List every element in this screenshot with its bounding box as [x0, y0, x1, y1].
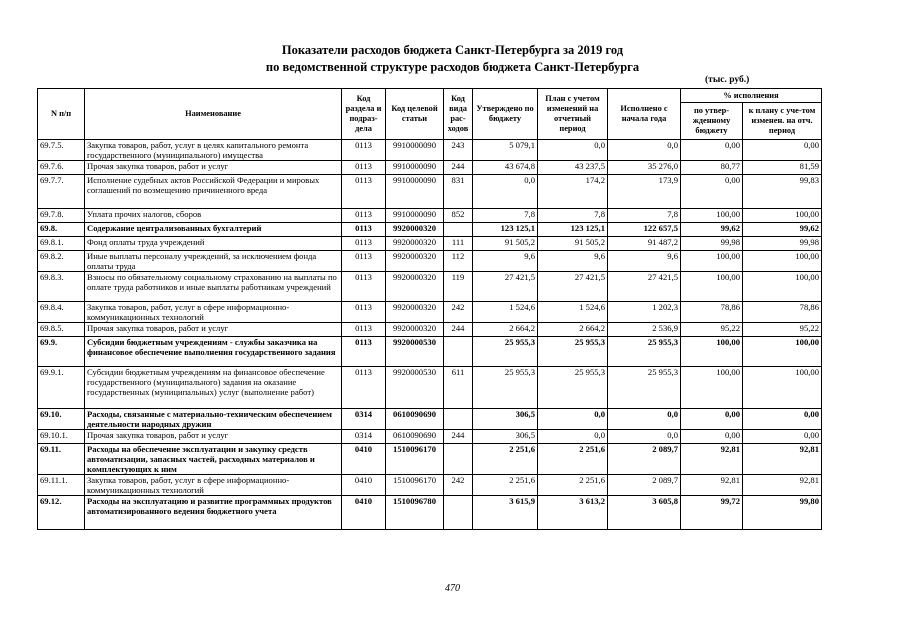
- row-section-code: 0314: [342, 409, 386, 430]
- row-plan: 0,0: [538, 140, 608, 161]
- row-section-code: 0113: [342, 323, 386, 337]
- row-number: 69.7.7.: [38, 175, 85, 209]
- row-approved: 9,6: [473, 251, 538, 272]
- row-target-code: 9920000320: [386, 323, 444, 337]
- row-approved: 2 664,2: [473, 323, 538, 337]
- row-pct-approved: 99,72: [681, 496, 743, 530]
- row-pct-approved: 92,81: [681, 444, 743, 475]
- row-approved: 2 251,6: [473, 444, 538, 475]
- row-type-code: [444, 223, 473, 237]
- row-number: 69.8.3.: [38, 272, 85, 302]
- row-executed: 25 955,3: [608, 337, 681, 367]
- row-approved: 2 251,6: [473, 475, 538, 496]
- row-plan: 91 505,2: [538, 237, 608, 251]
- header-executed: Исполнено с начала года: [608, 89, 681, 140]
- document-title: Показатели расходов бюджета Санкт-Петербурга за 2019 год: [281, 43, 624, 57]
- row-number: 69.11.1.: [38, 475, 85, 496]
- table-row: [38, 496, 822, 530]
- row-executed: 9,6: [608, 251, 681, 272]
- row-name: Иные выплаты персоналу учреждений, за исключением фонда оплаты труда: [85, 251, 342, 272]
- row-target-code: 0610090690: [386, 409, 444, 430]
- row-name: Закупка товаров, работ, услуг в сфере информационно-коммуникационных технологий: [85, 475, 342, 496]
- row-plan: 25 955,3: [538, 337, 608, 367]
- table-row: [38, 237, 822, 251]
- header-pct-approved: по утвер-жденному бюджету: [681, 103, 743, 140]
- row-type-code: [444, 409, 473, 430]
- row-executed: 0,0: [608, 409, 681, 430]
- row-type-code: 242: [444, 302, 473, 323]
- row-type-code: 611: [444, 367, 473, 409]
- row-target-code: 1510096780: [386, 496, 444, 530]
- row-pct-approved: 92,81: [681, 475, 743, 496]
- row-target-code: 9920000530: [386, 367, 444, 409]
- units-label: (тыс. руб.): [705, 75, 750, 85]
- header-num: N п/п: [38, 89, 85, 140]
- row-number: 69.8.: [38, 223, 85, 237]
- row-target-code: 1510096170: [386, 475, 444, 496]
- expenditure-table: [37, 88, 822, 530]
- row-type-code: 244: [444, 323, 473, 337]
- row-pct-plan: 99,83: [743, 175, 822, 209]
- row-pct-approved: 99,98: [681, 237, 743, 251]
- row-section-code: 0113: [342, 140, 386, 161]
- row-number: 69.9.: [38, 337, 85, 367]
- row-executed: 173,9: [608, 175, 681, 209]
- row-plan: 7,8: [538, 209, 608, 223]
- row-pct-plan: 99,62: [743, 223, 822, 237]
- row-target-code: 9920000320: [386, 251, 444, 272]
- row-pct-plan: 0,00: [743, 140, 822, 161]
- row-executed: 7,8: [608, 209, 681, 223]
- row-type-code: 852: [444, 209, 473, 223]
- table-row: [38, 337, 822, 367]
- row-pct-plan: 100,00: [743, 337, 822, 367]
- row-approved: 5 079,1: [473, 140, 538, 161]
- row-approved: 306,5: [473, 409, 538, 430]
- row-name: Уплата прочих налогов, сборов: [85, 209, 342, 223]
- row-type-code: 244: [444, 430, 473, 444]
- row-executed: 0,0: [608, 140, 681, 161]
- row-executed: 25 955,3: [608, 367, 681, 409]
- row-name: Закупка товаров, работ, услуг в сфере информационно-коммуникационных технологий: [85, 302, 342, 323]
- row-section-code: 0113: [342, 302, 386, 323]
- row-section-code: 0113: [342, 272, 386, 302]
- row-pct-approved: 99,62: [681, 223, 743, 237]
- page-number: 470: [445, 583, 460, 594]
- table-row: [38, 161, 822, 175]
- row-number: 69.7.8.: [38, 209, 85, 223]
- row-executed: 2 089,7: [608, 444, 681, 475]
- row-executed: 2 089,7: [608, 475, 681, 496]
- row-type-code: 831: [444, 175, 473, 209]
- row-type-code: [444, 444, 473, 475]
- row-executed: 27 421,5: [608, 272, 681, 302]
- row-pct-plan: 100,00: [743, 367, 822, 409]
- row-plan: 27 421,5: [538, 272, 608, 302]
- row-name: Субсидии бюджетным учреждениям на финансовое обеспечение государственного (муниципального) задания на оказание государственных (муниципальных) услуг (выполнение работ): [85, 367, 342, 409]
- row-approved: 91 505,2: [473, 237, 538, 251]
- row-pct-plan: 99,98: [743, 237, 822, 251]
- row-type-code: [444, 337, 473, 367]
- row-pct-approved: 100,00: [681, 209, 743, 223]
- row-executed: 2 536,9: [608, 323, 681, 337]
- row-pct-approved: 100,00: [681, 367, 743, 409]
- row-plan: 25 955,3: [538, 367, 608, 409]
- row-pct-plan: 92,81: [743, 444, 822, 475]
- document-subtitle: по ведомственной структуре расходов бюджета Санкт-Петербурга: [265, 60, 640, 74]
- row-approved: 27 421,5: [473, 272, 538, 302]
- row-pct-approved: 100,00: [681, 272, 743, 302]
- row-pct-plan: 100,00: [743, 272, 822, 302]
- row-name: Субсидии бюджетным учреждениям - службы заказчика на финансовое обеспечение выполнения государственного задания: [85, 337, 342, 367]
- row-target-code: 9910000090: [386, 161, 444, 175]
- row-plan: 0,0: [538, 409, 608, 430]
- table-row: [38, 175, 822, 209]
- row-number: 69.8.5.: [38, 323, 85, 337]
- row-approved: 25 955,3: [473, 367, 538, 409]
- row-plan: 0,0: [538, 430, 608, 444]
- row-section-code: 0113: [342, 209, 386, 223]
- row-approved: 123 125,1: [473, 223, 538, 237]
- row-approved: 0,0: [473, 175, 538, 209]
- row-pct-approved: 78,86: [681, 302, 743, 323]
- row-section-code: 0113: [342, 161, 386, 175]
- row-plan: 1 524,6: [538, 302, 608, 323]
- table-row: [38, 409, 822, 430]
- row-section-code: 0113: [342, 237, 386, 251]
- header-name: Наименование: [85, 89, 342, 140]
- row-number: 69.8.1.: [38, 237, 85, 251]
- row-section-code: 0410: [342, 444, 386, 475]
- row-number: 69.8.2.: [38, 251, 85, 272]
- row-target-code: 9910000090: [386, 175, 444, 209]
- header-type-code: Код вида рас-ходов: [444, 89, 473, 140]
- row-pct-approved: 95,22: [681, 323, 743, 337]
- row-name: Содержание централизованных бухгалтерий: [85, 223, 342, 237]
- row-name: Расходы на обеспечение эксплуатации и закупку средств автоматизации, запасных частей, расходных материалов и комплектующих к ним: [85, 444, 342, 475]
- row-pct-plan: 81,59: [743, 161, 822, 175]
- row-pct-approved: 0,00: [681, 140, 743, 161]
- row-number: 69.9.1.: [38, 367, 85, 409]
- table-row: [38, 209, 822, 223]
- row-type-code: 119: [444, 272, 473, 302]
- table-row: [38, 323, 822, 337]
- row-name: Фонд оплаты труда учреждений: [85, 237, 342, 251]
- header-pct-group: % исполнения: [681, 89, 822, 103]
- row-target-code: 9920000320: [386, 223, 444, 237]
- table-row: [38, 251, 822, 272]
- row-plan: 2 251,6: [538, 444, 608, 475]
- table-row: [38, 367, 822, 409]
- row-executed: 122 657,5: [608, 223, 681, 237]
- row-plan: 2 664,2: [538, 323, 608, 337]
- row-pct-approved: 100,00: [681, 337, 743, 367]
- table-row: [38, 444, 822, 475]
- row-section-code: 0410: [342, 475, 386, 496]
- row-target-code: 9920000320: [386, 302, 444, 323]
- row-executed: 91 487,2: [608, 237, 681, 251]
- row-type-code: 243: [444, 140, 473, 161]
- row-section-code: 0113: [342, 175, 386, 209]
- row-plan: 9,6: [538, 251, 608, 272]
- row-section-code: 0113: [342, 251, 386, 272]
- row-approved: 306,5: [473, 430, 538, 444]
- table-row: [38, 430, 822, 444]
- row-pct-plan: 99,80: [743, 496, 822, 530]
- row-approved: 7,8: [473, 209, 538, 223]
- row-target-code: 0610090690: [386, 430, 444, 444]
- row-pct-approved: 0,00: [681, 430, 743, 444]
- row-number: 69.10.: [38, 409, 85, 430]
- row-plan: 3 613,2: [538, 496, 608, 530]
- row-plan: 174,2: [538, 175, 608, 209]
- row-section-code: 0314: [342, 430, 386, 444]
- row-executed: 3 605,8: [608, 496, 681, 530]
- table-row: [38, 475, 822, 496]
- row-name: Расходы, связанные с материально-техническим обеспечением деятельности народных дружин: [85, 409, 342, 430]
- row-plan: 43 237,5: [538, 161, 608, 175]
- table-row: [38, 223, 822, 237]
- row-name: Исполнение судебных актов Российской Федерации и мировых соглашений по возмещению причиненного вреда: [85, 175, 342, 209]
- row-plan: 2 251,6: [538, 475, 608, 496]
- row-type-code: 244: [444, 161, 473, 175]
- row-approved: 3 615,9: [473, 496, 538, 530]
- header-approved: Утверждено по бюджету: [473, 89, 538, 140]
- row-target-code: 9910000090: [386, 140, 444, 161]
- row-pct-approved: 0,00: [681, 409, 743, 430]
- row-name: Расходы на эксплуатацию и развитие программных продуктов автоматизированного ведения бюджетного учета: [85, 496, 342, 530]
- row-pct-plan: 100,00: [743, 209, 822, 223]
- header-pct-plan: к плану с уче-том изменен. на отч. период: [743, 103, 822, 140]
- row-executed: 1 202,3: [608, 302, 681, 323]
- row-name: Прочая закупка товаров, работ и услуг: [85, 430, 342, 444]
- row-approved: 43 674,8: [473, 161, 538, 175]
- row-name: Закупка товаров, работ, услуг в целях капитального ремонта государственного (муниципального) имущества: [85, 140, 342, 161]
- row-pct-plan: 0,00: [743, 430, 822, 444]
- row-executed: 35 276,0: [608, 161, 681, 175]
- table-body: [38, 140, 822, 530]
- table-row: [38, 272, 822, 302]
- row-target-code: 9920000320: [386, 237, 444, 251]
- row-number: 69.10.1.: [38, 430, 85, 444]
- row-name: Прочая закупка товаров, работ и услуг: [85, 323, 342, 337]
- row-type-code: 112: [444, 251, 473, 272]
- row-pct-plan: 78,86: [743, 302, 822, 323]
- row-number: 69.8.4.: [38, 302, 85, 323]
- row-number: 69.7.5.: [38, 140, 85, 161]
- row-pct-approved: 80,77: [681, 161, 743, 175]
- row-approved: 1 524,6: [473, 302, 538, 323]
- table-row: [38, 140, 822, 161]
- row-pct-plan: 95,22: [743, 323, 822, 337]
- row-pct-plan: 0,00: [743, 409, 822, 430]
- row-pct-plan: 100,00: [743, 251, 822, 272]
- row-type-code: 242: [444, 475, 473, 496]
- row-number: 69.7.6.: [38, 161, 85, 175]
- table-row: [38, 302, 822, 323]
- row-pct-approved: 0,00: [681, 175, 743, 209]
- row-number: 69.11.: [38, 444, 85, 475]
- row-target-code: 9920000320: [386, 272, 444, 302]
- row-section-code: 0113: [342, 223, 386, 237]
- row-type-code: 111: [444, 237, 473, 251]
- row-target-code: 1510096170: [386, 444, 444, 475]
- row-pct-approved: 100,00: [681, 251, 743, 272]
- row-target-code: 9910000090: [386, 209, 444, 223]
- row-type-code: [444, 496, 473, 530]
- row-section-code: 0113: [342, 337, 386, 367]
- row-number: 69.12.: [38, 496, 85, 530]
- row-target-code: 9920000530: [386, 337, 444, 367]
- row-section-code: 0410: [342, 496, 386, 530]
- row-name: Прочая закупка товаров, работ и услуг: [85, 161, 342, 175]
- header-plan: План с учетом изменений на отчетный период: [538, 89, 608, 140]
- row-executed: 0,0: [608, 430, 681, 444]
- row-section-code: 0113: [342, 367, 386, 409]
- row-approved: 25 955,3: [473, 337, 538, 367]
- row-pct-plan: 92,81: [743, 475, 822, 496]
- header-target-code: Код целевой статьи: [386, 89, 444, 140]
- row-name: Взносы по обязательному социальному страхованию на выплаты по оплате труда работников и иные выплаты работникам учреждений: [85, 272, 342, 302]
- header-section-code: Код раздела и подраз-дела: [342, 89, 386, 140]
- row-plan: 123 125,1: [538, 223, 608, 237]
